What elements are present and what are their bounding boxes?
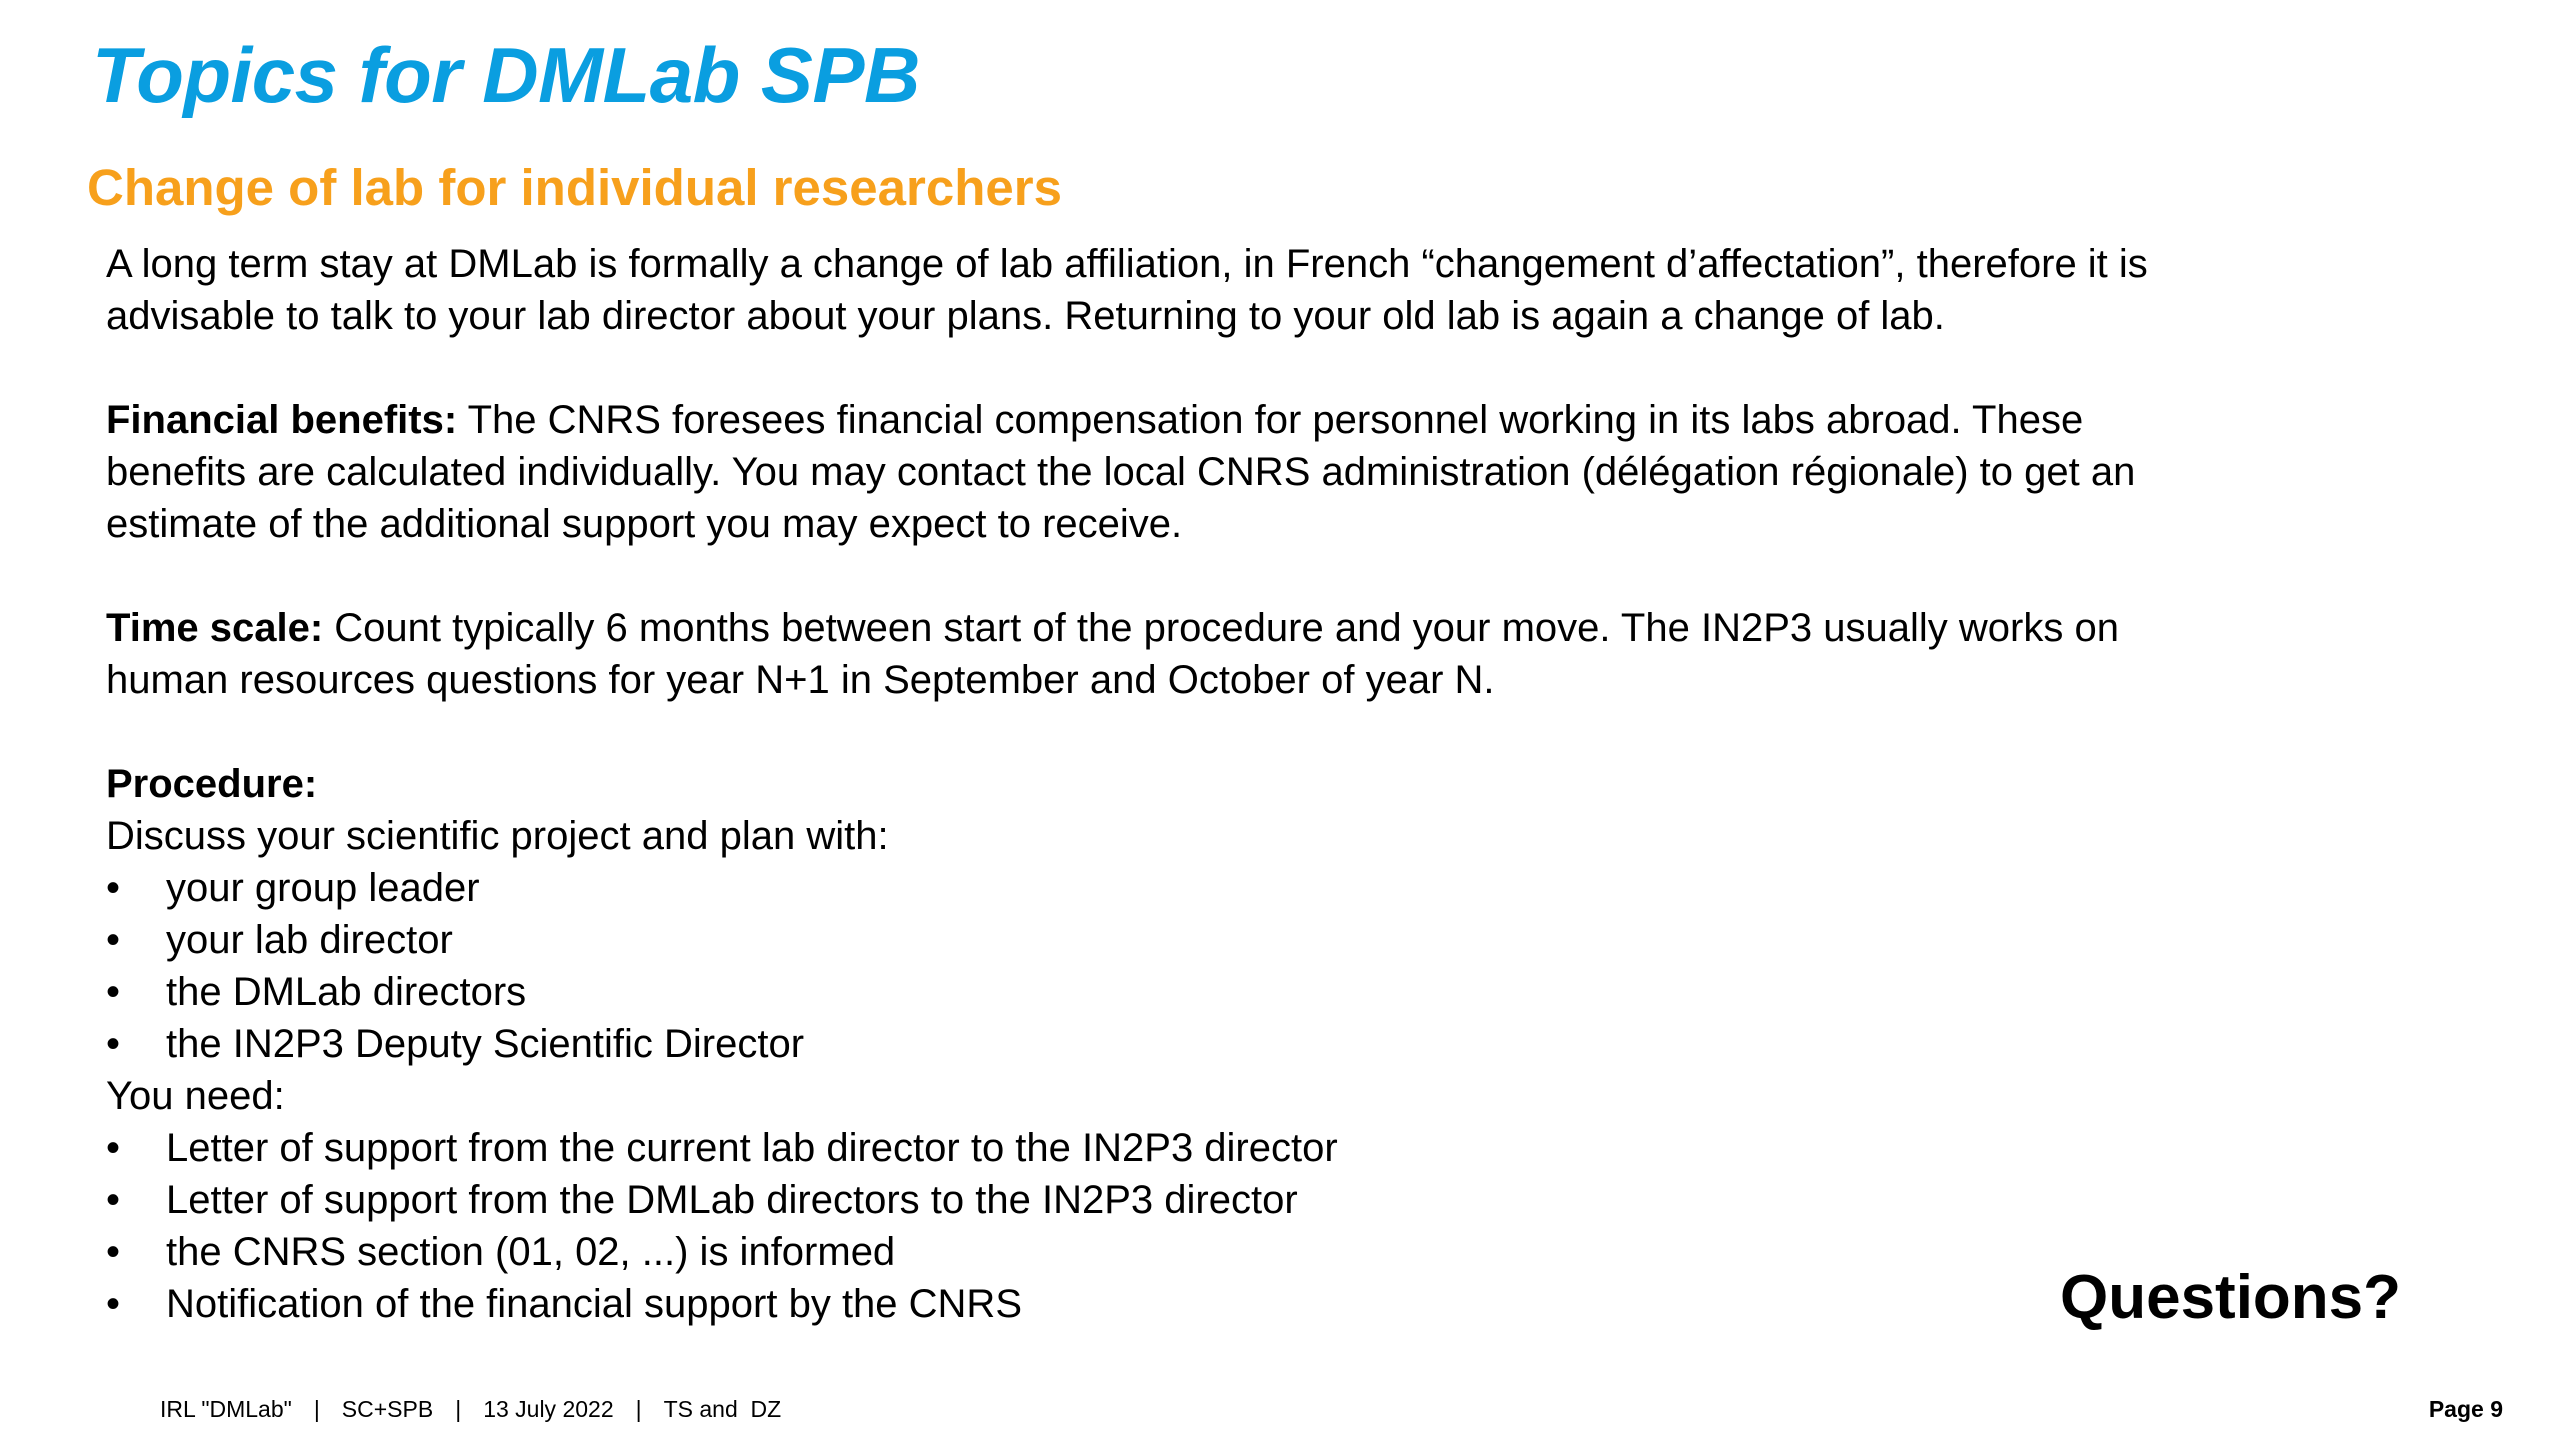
list-item: • Notification of the financial support by the CNRS (106, 1278, 2406, 1330)
financial-line-2: benefits are calculated individually. You may contact the local CNRS administration (délégation régionale) to get an (106, 450, 2136, 494)
footer-event: SC+SPB (341, 1396, 434, 1422)
page-number: Page 9 (2428, 1396, 2503, 1422)
footer (160, 1396, 781, 1423)
discuss-list (106, 862, 2406, 1070)
discuss-intro: Discuss your scientific project and plan with: (106, 814, 889, 858)
spacer (106, 550, 2406, 602)
footer-separator: | (635, 1396, 642, 1422)
timescale-line-2: human resources questions for year N+1 in September and October of year N. (106, 658, 1495, 702)
questions-heading: Questions? (2060, 1263, 2402, 1332)
list-item: • the IN2P3 Deputy Scientific Director (106, 1018, 2406, 1070)
need-intro: You need: (106, 1074, 285, 1118)
list-item: • Letter of support from the DMLab directors to the IN2P3 director (106, 1174, 2406, 1226)
timescale-line-1: Count typically 6 months between start of the procedure and your move. The IN2P3 usually works on (323, 606, 2119, 650)
list-item: • the CNRS section (01, 02, ...) is informed (106, 1226, 2406, 1278)
financial-paragraph (106, 394, 2406, 550)
list-item: • your group leader (106, 862, 2406, 914)
footer-date: 13 July 2022 (483, 1396, 614, 1422)
slide-subtitle: Change of lab for individual researchers (87, 159, 1062, 216)
timescale-paragraph (106, 602, 2406, 706)
financial-line-1: The CNRS foresees financial compensation for personnel working in its labs abroad. These (457, 398, 2084, 442)
slide-title: Topics for DMLab SPB (92, 31, 920, 119)
intro-line-2: advisable to talk to your lab director about your plans. Returning to your old lab is again a change of lab. (106, 294, 1945, 338)
footer-separator: | (455, 1396, 462, 1422)
footer-authors: TS and DZ (663, 1396, 782, 1422)
financial-line-3: estimate of the additional support you may expect to receive. (106, 502, 1183, 546)
intro-paragraph (106, 238, 2406, 342)
footer-lab: IRL "DMLab" (160, 1396, 292, 1422)
list-item: • the DMLab directors (106, 966, 2406, 1018)
list-item: • Letter of support from the current lab director to the IN2P3 director (106, 1122, 2406, 1174)
list-item: • your lab director (106, 914, 2406, 966)
spacer (106, 342, 2406, 394)
financial-label: Financial benefits: (106, 398, 458, 442)
timescale-label: Time scale: (106, 606, 324, 650)
spacer (106, 706, 2406, 758)
procedure-label: Procedure: (106, 762, 318, 806)
footer-separator: | (313, 1396, 320, 1422)
slide-body (106, 238, 2406, 1330)
intro-line-1: A long term stay at DMLab is formally a change of lab affiliation, in French “changement d’affectation”, therefore it is (106, 242, 2148, 286)
